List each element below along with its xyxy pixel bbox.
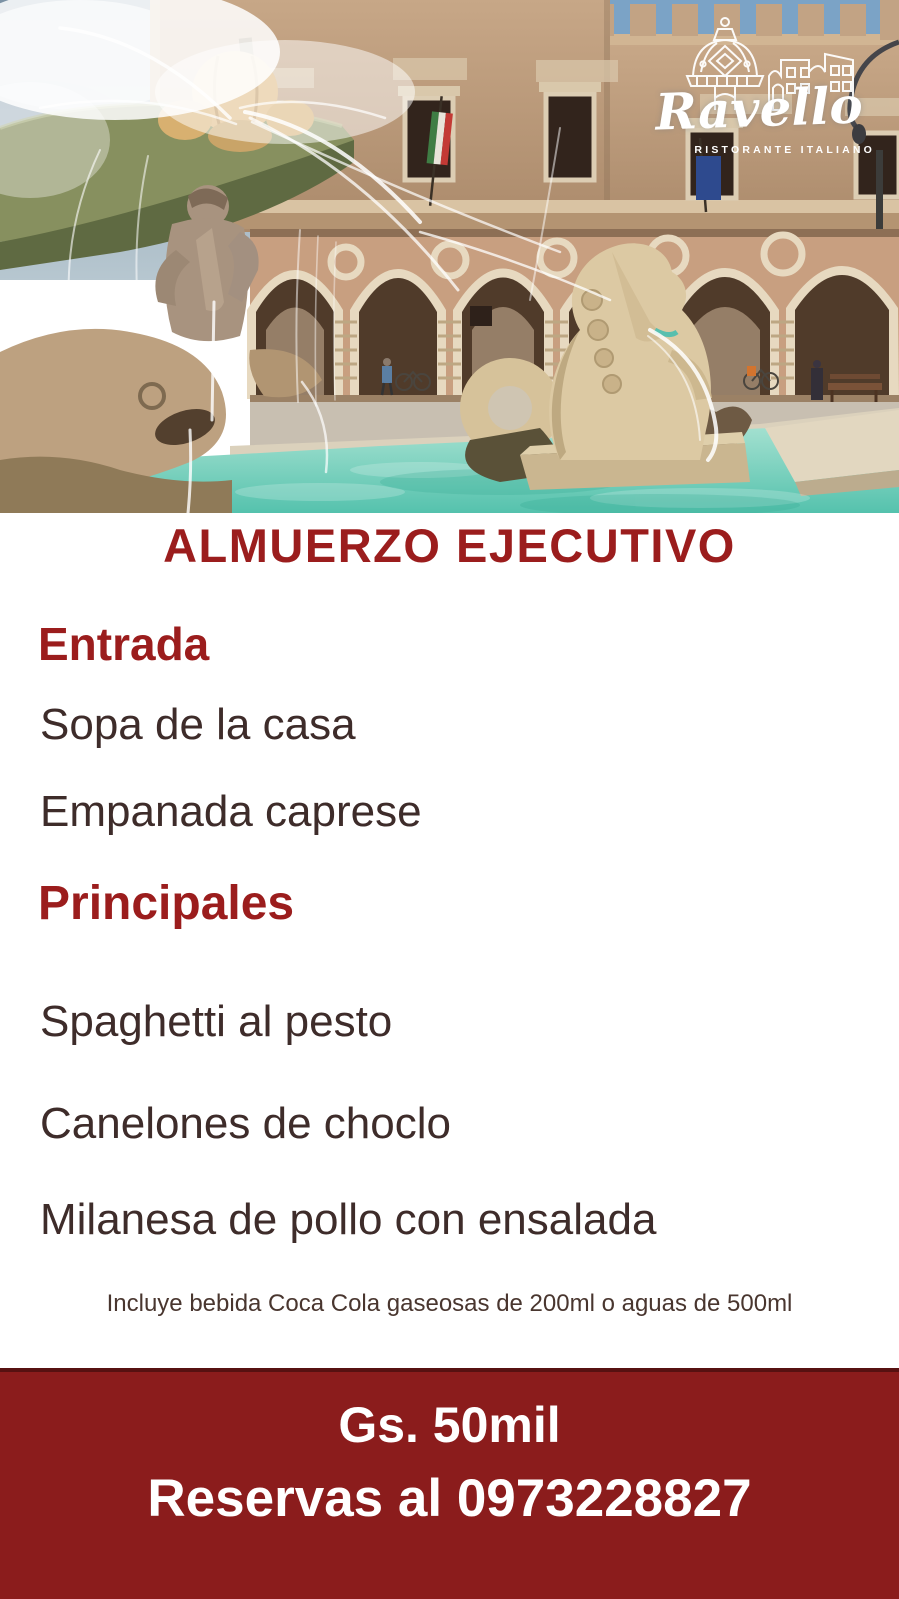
restaurant-logo [635,10,885,175]
menu-item: Sopa de la casa [40,700,356,749]
menu-item: Canelones de choclo [40,1099,451,1148]
menu-title: ALMUERZO EJECUTIVO [163,519,736,572]
reservation-text: Reservas al 0973228827 [147,1469,752,1528]
hero-photo [0,0,899,513]
section-heading-entrada: Entrada [38,618,210,670]
logo-tagline: RISTORANTE ITALIANO [694,144,875,156]
price-banner [0,1368,899,1599]
menu-item: Empanada caprese [40,787,422,836]
price-text: Gs. 50mil [338,1397,561,1453]
menu-item: Milanesa de pollo con ensalada [40,1195,657,1244]
menu-item: Spaghetti al pesto [40,997,393,1046]
section-heading-principales: Principales [38,877,295,930]
drinks-note: Incluye bebida Coca Cola gaseosas de 200ml o aguas de 500ml [106,1290,793,1317]
logo-name: Ravello [654,75,864,142]
